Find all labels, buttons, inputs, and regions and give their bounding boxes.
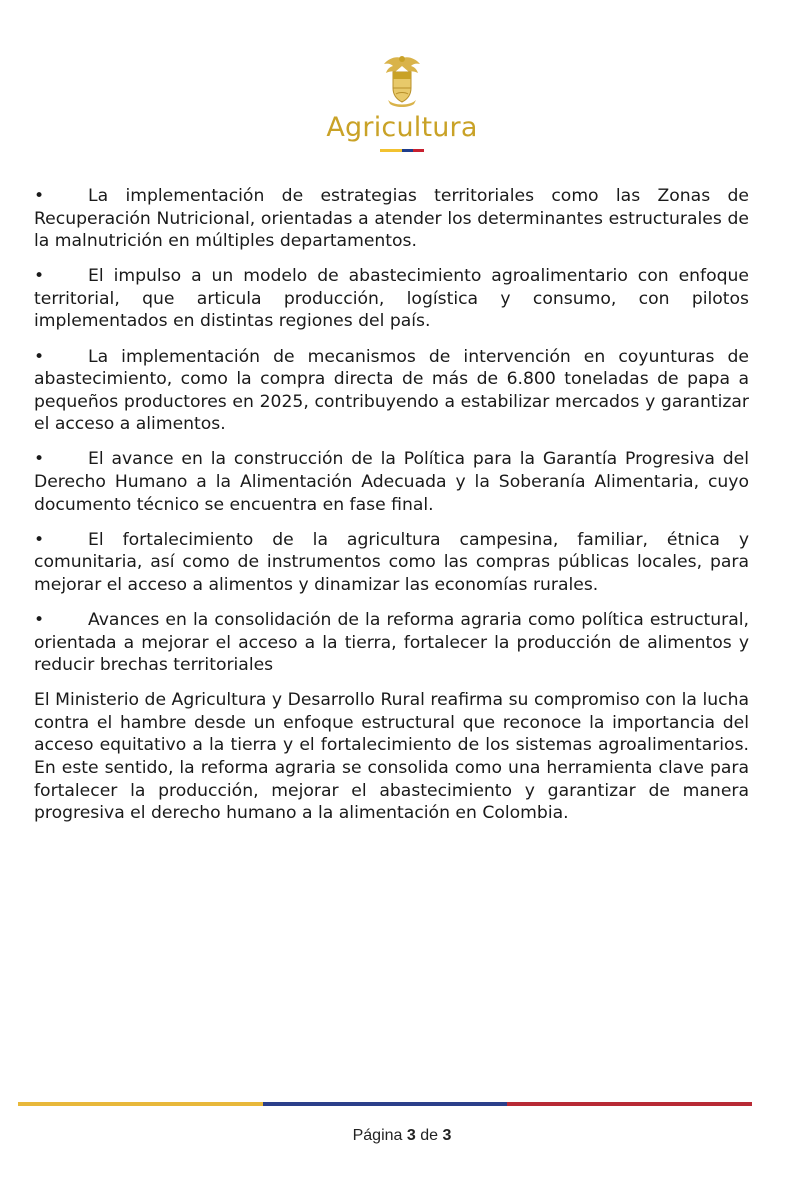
bullet-marker: • xyxy=(34,610,45,630)
of-word: de xyxy=(420,1127,439,1144)
bullet-text: La implementación de mecanismos de intervención en coyunturas de abastecimiento, como la compra directa de más de 6.800 toneladas de papa a pequeños productores en 2025, contribuyendo a estabilizar mercados y garantizar el acceso a alimentos. xyxy=(34,346,749,435)
bullet-item xyxy=(34,346,749,436)
bullet-marker: • xyxy=(34,186,45,206)
bullet-text: Avances en la consolidación de la reforma agraria como política estructural, orientada a mejorar el acceso a la tierra, fortalecer la producción de alimentos y reducir brechas territoriales xyxy=(34,610,749,676)
bullet-marker: • xyxy=(34,266,45,287)
bullet-text: La implementación de estrategias territoriales como las Zonas de Recuperación Nutricional, orientadas a atender los determinantes estructurales de la malnutrición en múltiples departamentos. xyxy=(34,186,749,252)
page-number xyxy=(0,1127,804,1145)
current-page: 3 xyxy=(406,1127,416,1144)
bullet-marker: • xyxy=(34,346,45,367)
footer-color-line xyxy=(18,1102,752,1106)
colombia-coat-of-arms-icon xyxy=(380,52,424,110)
bullet-text: El impulso a un modelo de abastecimiento agroalimentario con enfoque territorial, que articula producción, logística y consumo, con pilotos implementados en distintas regiones del país. xyxy=(34,266,749,332)
bullet-text: El avance en la construcción de la Política para la Garantía Progresiva del Derecho Humano a la Alimentación Adecuada y la Soberanía Alimentaria, cuyo documento técnico se encuentra en fase final. xyxy=(34,449,749,515)
total-pages: 3 xyxy=(442,1127,452,1144)
bullet-item xyxy=(34,609,749,677)
brand-name: Agricultura xyxy=(326,112,478,143)
page-word: Página xyxy=(352,1127,403,1144)
bullet-text: El fortalecimiento de la agricultura campesina, familiar, étnica y comunitaria, así como de instrumentos como las compras públicas locales, para mejorar el acceso a alimentos y dinamizar las economías rurales. xyxy=(34,529,749,595)
bullet-item xyxy=(34,265,749,333)
document-body xyxy=(34,185,749,837)
document-header xyxy=(0,52,804,152)
bullet-marker: • xyxy=(34,449,45,470)
closing-paragraph: El Ministerio de Agricultura y Desarrollo Rural reafirma su compromiso con la lucha contra el hambre desde un enfoque estructural que reconoce la importancia del acceso equitativo a la tierra y el fortalecimiento de los sistemas agroalimentarios. En este sentido, la reforma agraria se consolida como una herramienta clave para fortalecer la producción, mejorar el abastecimiento y garantizar de manera progresiva el derecho humano a la alimentación en Colombia. xyxy=(34,690,749,824)
bullet-item xyxy=(34,185,749,253)
flag-color-bar xyxy=(380,149,424,152)
bullet-item xyxy=(34,529,749,597)
bullet-marker: • xyxy=(34,529,45,550)
bullet-item xyxy=(34,448,749,516)
